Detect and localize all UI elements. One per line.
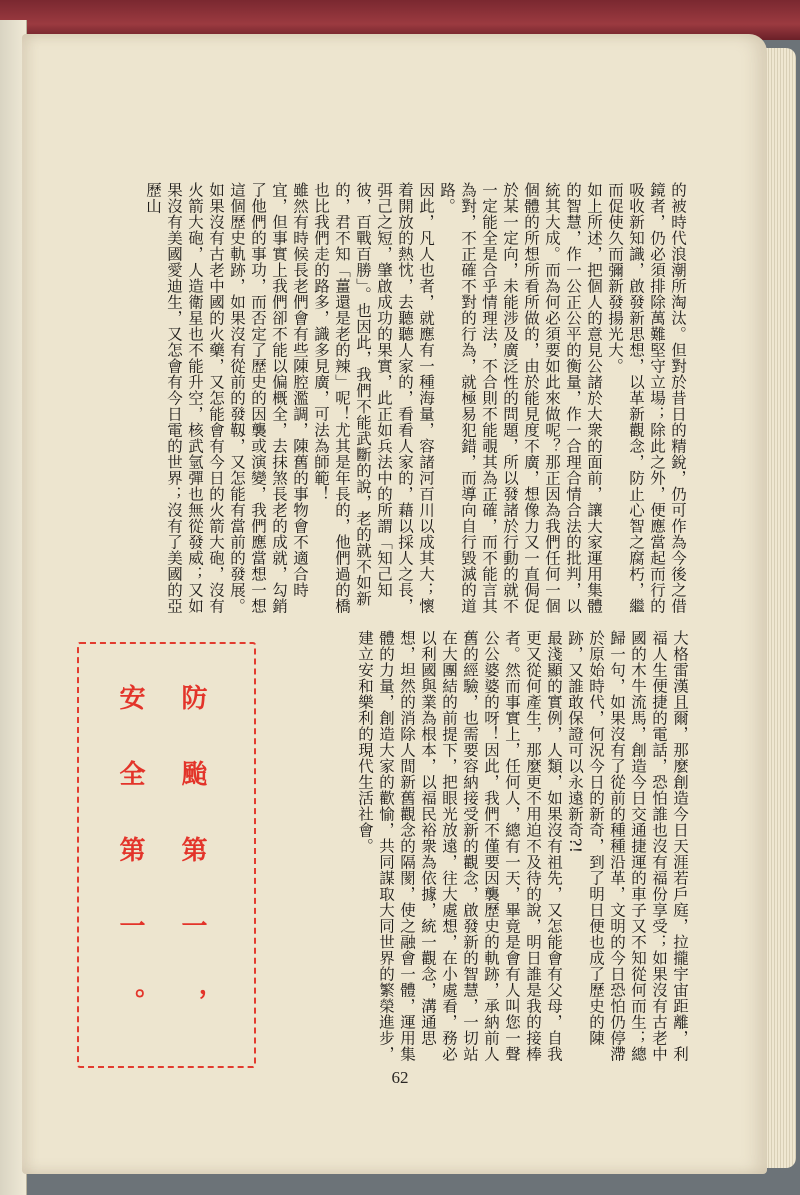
slogan-box [77,642,256,1068]
slogan-line-typhoon: 防颱第一， [177,684,207,1064]
slogan-line-safety: 安全第一。 [115,684,145,1064]
lower-left-paragraph: 雖然有時候長老們會有些陳腔濫調，陳舊的事物會不適合時宜，但事實上我們卻不能以偏概全，去抹煞長老的成就，勾銷了他們的事功，而否定了歷史的因襲或演變，我們應當想一想這個歷史軌跡，如果沒有從前的發靱，又怎能有當前的發展。如果沒有古老中國的火藥，又怎能會有今日的火箭大砲，沒有火箭大砲，人造衛星也不能升空，核武氫彈也無從發威；又如果沒有美國愛迪生，又怎會有今日電的世界；沒有了美國的亞歷山 [144,182,309,614]
upper-text-block: 的被時代浪潮所淘汰。但對於昔日的精銳，仍可作為今後之借鏡者，仍必須排除萬難堅守立場；除此之外，便應當起而行的吸收新知識，啟發新思想，以革新觀念，防止心智之腐朽，繼而促使久而彌新發揚光大。 如上所述，把個人的意見公諸於大衆的面前，讓大家運用集體的智慧，作一公正公平的衡量，作一合理合情合法的批判，以統其大成。而為何必須要如此來做呢？那正因為我們任何一個個體的所想所看所做的，由於能見度不廣，想像力又一直侷促於某一定向，未能涉及廣泛性的問題，所以發諸於行動的就不一定能全是合乎情理法，不合則不能覗其為正確，而不能言其為對，不正確不對的行為，就極易犯錯，而導向自行毀滅的道路。 因此，凡人也者，就應有一種海量，容諸河百川以成其大；懷着開放的熱忱，去聽聽人家的，看看人家的，藉以採人之長，弭己之短，肇啟成功的果實，此正如兵法中的所謂「知己知彼，百戰百勝」。也因此，我們不能武斷的說，老的就不如新的，君不知「薑還是老的辣」呢！尤其是年長的，他們過的橋也比我們走的路多，識多見廣，可法為師範！ 雖然有時候長老們會有些陳腔濫調，陳舊的事物會不適合時宜，但事實上我們卻不能以偏概全，去抹煞長老的成就，勾銷了他們的事功，而否定了歷史的因襲或演變，我們應當想一想這個歷史軌跡，如果沒有從前的發靱，又怎能有當前的發展。如果沒有古老中國的火藥，又怎能會有今日的火箭大砲，沒有火箭大砲，人造衛星也不能升空，核武氫彈也無從發威；又如果沒有美國愛迪生，又怎會有今日電的世界；沒有了美國的亞歷山 [144,182,687,614]
page-number: 62 [391,1068,409,1087]
lower-right-text-block: 大格雷漢且爾，那麼創造今日天涯若戶庭，拉攏宇宙距離，利福人生便捷的電話，恐怕誰也沒有福份享受；如果沒有古老中國的木牛流馬，創造今日交通捷運的車子又不知從何而生；總歸一句，如果沒有了從前的種種沿革，文明的今日恐怕仍停滯於原始時代，何況今日的新奇，到了明日便也成了歷史的陳跡，又誰敢保證可以永遠新奇?! 最淺顯的實例，人類，如果沒有祖先，又怎能會有父母，自我更又從何產生，那麼更不用迫不及待的說，明日誰是我的接棒者。然而事實上，任何人，總有一天，畢竟是會有人叫您一聲公公婆婆的呀！因此，我們不僅要因襲歷史的軌跡，承納前人舊的經驗，也需要容納接受新的觀念，啟發新的智慧，一切站在大團結的前提下，把眼光放遠，往大處想，在小處看，務必以利國與業為根本，以福民裕衆為依據，統一觀念，溝通思想，坦然的消除人間新舊觀念的隔閡，使之融會一體，運用集體的力量，創造大家的歡愉，共同謀取大同世界的繁榮進步，建立安和樂利的現代生活社會。 [356,630,689,1062]
